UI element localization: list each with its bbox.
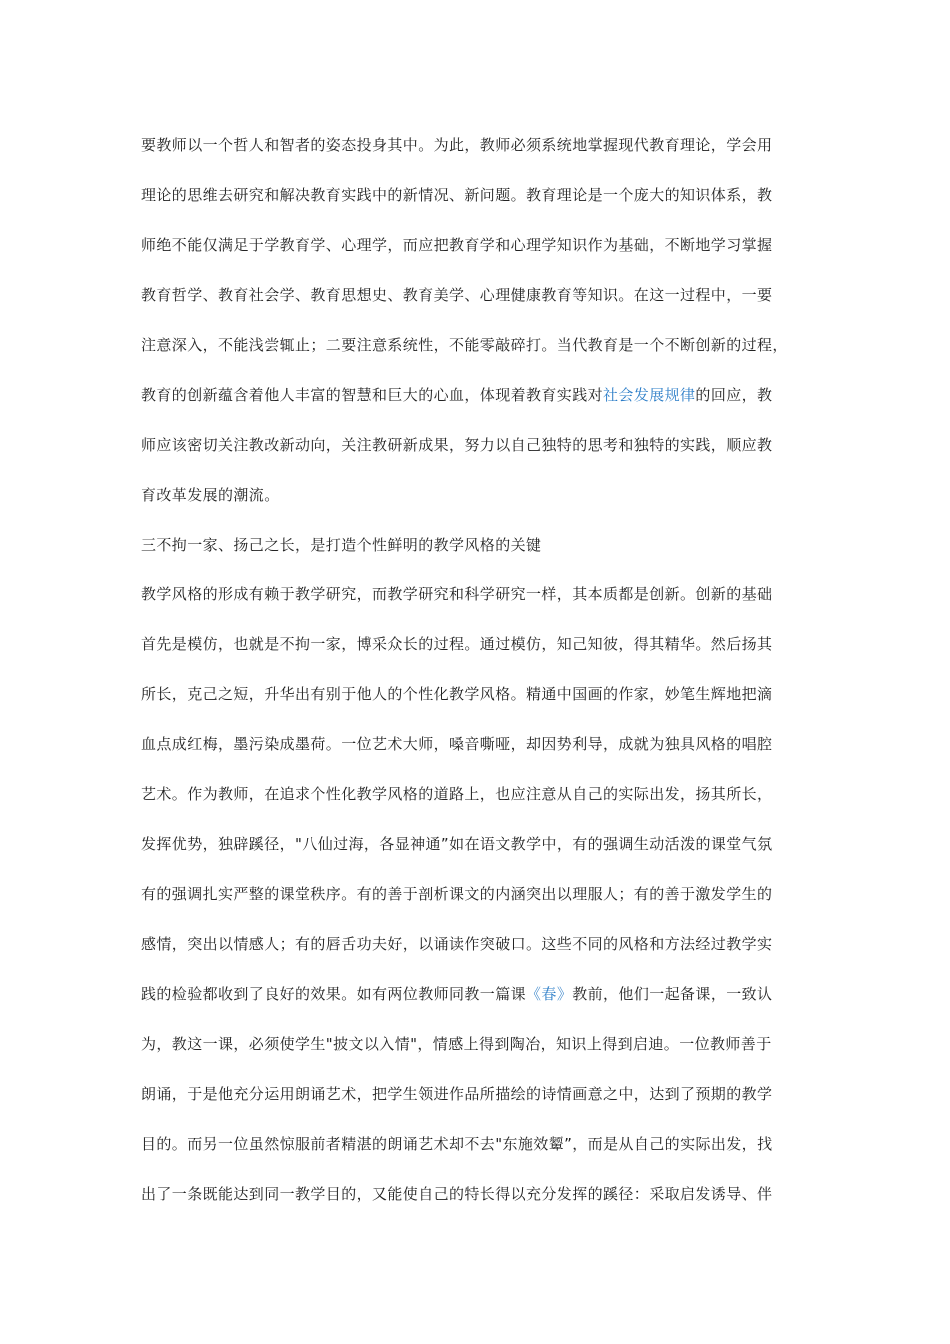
- text-line: 所长，克己之短，升华出有别于他人的个性化教学风格。精通中国画的作家，妙笔生辉地把滴: [141, 685, 773, 703]
- text-line: 发挥优势，独辟蹊径，"八仙过海，各显神通”如在语文教学中，有的强调生动活泼的课堂气氛: [141, 835, 773, 853]
- text-segment: 教育的创新蕴含着他人丰富的智慧和巨大的心血，体现着教育实践对: [141, 386, 604, 404]
- text-line: 要教师以一个哲人和智者的姿态投身其中。为此，教师必须系统地掌握现代教育理论，学会用: [141, 136, 773, 154]
- text-line: 师绝不能仅满足于学教育学、心理学，而应把教育学和心理学知识作为基础，不断地学习掌握: [141, 236, 773, 254]
- text-line: 教育哲学、教育社会学、教育思想史、教育美学、心理健康教育等知识。在这一过程中，一要: [141, 286, 773, 304]
- text-line: 目的。而另一位虽然惊服前者精湛的朗诵艺术却不去"东施效颦”，而是从自己的实际出发，找: [141, 1135, 773, 1153]
- text-line: 理论的思维去研究和解决教育实践中的新情况、新问题。教育理论是一个庞大的知识体系，教: [141, 186, 773, 204]
- text-line: 出了一条既能达到同一教学目的，又能使自己的特长得以充分发挥的蹊径：采取启发诱导、伴: [141, 1185, 773, 1203]
- text-segment: 教前，他们一起备课，一致认: [572, 985, 773, 1003]
- text-line: [141, 384, 821, 406]
- text-line: 为，教这一课，必须使学生"披文以入情"，情感上得到陶冶，知识上得到启迪。一位教师善于: [141, 1035, 772, 1053]
- text-line: 血点成红梅，墨污染成墨荷。一位艺术大师，嗓音嘶哑，却因势利导，成就为独具风格的唱腔: [141, 735, 773, 753]
- text-line: 师应该密切关注教改新动向，关注教研新成果，努力以自己独特的思考和独特的实践，顺应教: [141, 436, 773, 454]
- text-line: 艺术。作为教师，在追求个性化教学风格的道路上，也应注意从自己的实际出发，扬其所长，: [141, 785, 773, 803]
- text-line: 有的强调扎实严整的课堂秩序。有的善于剖析课文的内涵突出以理服人；有的善于激发学生的: [141, 885, 773, 903]
- text-line: 朗诵，于是他充分运用朗诵艺术，把学生领进作品所描绘的诗情画意之中，达到了预期的教学: [141, 1085, 773, 1103]
- spring-article-link[interactable]: 《春》: [526, 985, 573, 1003]
- section-heading: 三不拘一家、扬己之长，是打造个性鲜明的教学风格的关键: [141, 536, 542, 554]
- text-line: 首先是模仿，也就是不拘一家，博采众长的过程。通过模仿，知己知彼，得其精华。然后扬其: [141, 635, 773, 653]
- text-line: 育改革发展的潮流。: [141, 486, 280, 504]
- text-line: 教学风格的形成有赖于教学研究，而教学研究和科学研究一样，其本质都是创新。创新的基础: [141, 585, 773, 603]
- text-segment: 践的检验都收到了良好的效果。如有两位教师同教一篇课: [141, 985, 527, 1003]
- text-line: 感情，突出以情感人；有的唇舌功夫好，以诵读作突破口。这些不同的风格和方法经过教学实: [141, 935, 773, 953]
- text-line: [141, 983, 821, 1005]
- text-line: 注意深入，不能浅尝辄止；二要注意系统性，不能零敲碎打。当代教育是一个不断创新的过程，: [141, 336, 788, 354]
- text-segment: 的回应，教: [695, 386, 773, 404]
- social-development-link[interactable]: 社会发展规律: [603, 386, 696, 404]
